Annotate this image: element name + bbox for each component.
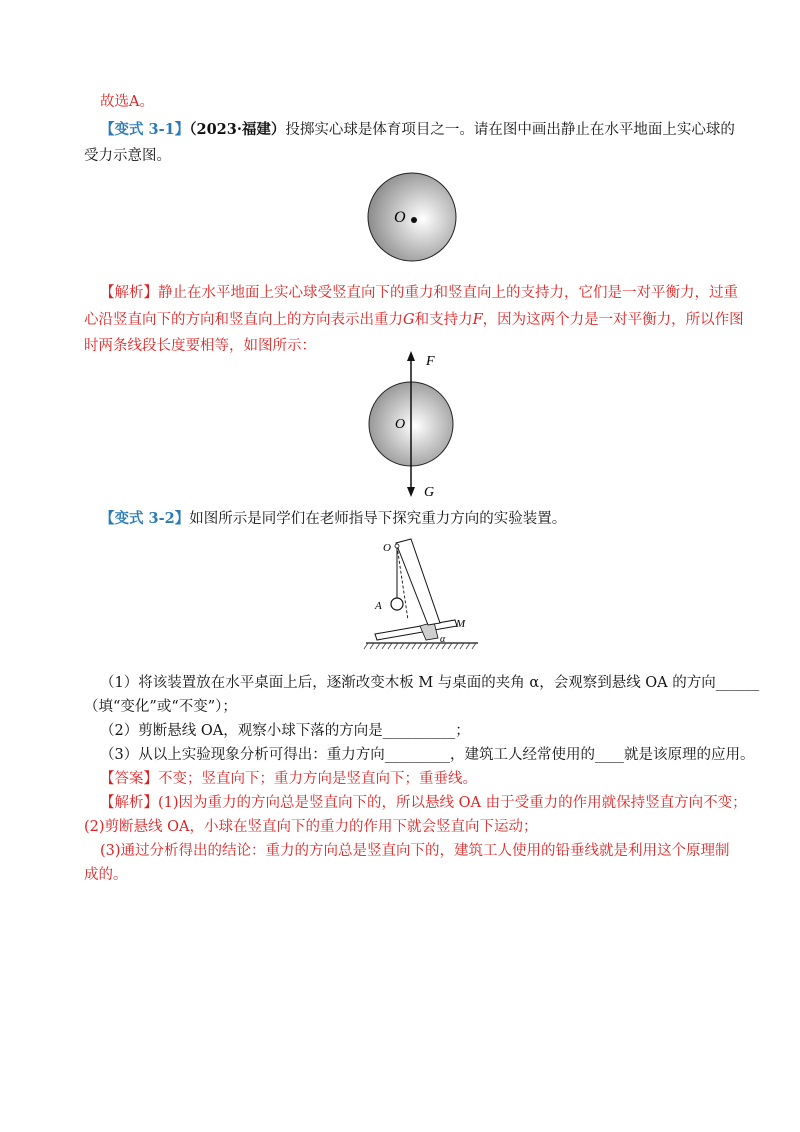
analysis-3-2-line1: 【解析】(1)因为重力的方向总是竖直向下的，所以悬线 OA 由于受重力的作用就保持竖直方向不变； bbox=[100, 795, 747, 811]
answer-tag: 【答案】 bbox=[100, 771, 158, 787]
label-g: G bbox=[424, 485, 435, 500]
analysis-3-2-tag: 【解析】 bbox=[100, 795, 158, 811]
answer-3-2 bbox=[100, 769, 760, 789]
question-3-1-text2: 受力示意图。 bbox=[84, 148, 171, 164]
analysis-3-1-tag: 【解析】 bbox=[100, 285, 158, 301]
answer-text: 不变；竖直向下；重力方向是竖直向下；重垂线。 bbox=[158, 771, 477, 787]
ball-a bbox=[391, 598, 403, 610]
analysis-3-1-line2: 心沿竖直向下的方向和竖直向上的方向表示出重力G和支持力F，因为这两个力是一对平衡力，所以作图 bbox=[84, 312, 744, 328]
item-1-line2: （填“变化”或“不变”）； bbox=[84, 699, 237, 715]
analysis-3-1-line1: 【解析】静止在水平地面上实心球受竖直向下的重力和竖直向上的支持力，它们是一对平衡力，过重 bbox=[100, 285, 738, 301]
item-3: （3）从以上实验现象分析可得出：重力方向_________，建筑工人经常使用的____就是该原理的应用。 bbox=[100, 747, 755, 763]
question-3-2-text: 如图所示是同学们在老师指导下探究重力方向的实验装置。 bbox=[189, 511, 567, 527]
conclusion-text: 故选A。 bbox=[100, 94, 154, 110]
question-3-1-line1 bbox=[100, 120, 760, 140]
label-m: M bbox=[456, 618, 466, 630]
pivot-o bbox=[395, 544, 399, 548]
analysis-3-2-line3: (3)通过分析得出的结论：重力的方向总是竖直向下的，建筑工人使用的铅垂线就是利用这个原理制 bbox=[100, 843, 730, 859]
question-3-2-line bbox=[100, 509, 760, 529]
table-hatching bbox=[364, 643, 476, 649]
label-o: O bbox=[394, 209, 406, 226]
label-o: O bbox=[383, 542, 391, 554]
item-1-line1: （1）将该装置放在水平桌面上后，逐渐改变木板 M 与桌面的夹角 α，会观察到悬线 OA 的方向______ bbox=[100, 675, 760, 691]
analysis-3-2-line2: (2)剪断悬线 OA，小球在竖直向下的重力的作用下就会竖直向下运动； bbox=[84, 819, 538, 835]
ball-figure bbox=[360, 172, 464, 262]
arrow-down-icon bbox=[407, 487, 415, 497]
force-diagram-figure bbox=[364, 350, 454, 500]
analysis-3-2-line4: 成的。 bbox=[84, 867, 128, 883]
label-a: A bbox=[375, 600, 382, 612]
label-alpha: α bbox=[440, 634, 446, 645]
item-2: （2）剪断悬线 OA，观察小球下落的方向是__________； bbox=[100, 723, 470, 739]
question-3-1-source: （2023·福建） bbox=[189, 121, 286, 138]
analysis-3-1-line3: 时两条线段长度要相等，如图所示： bbox=[84, 338, 316, 354]
question-3-1-tag: 【变式 3-1】 bbox=[100, 121, 190, 138]
label-o: O bbox=[395, 417, 406, 432]
center-point bbox=[411, 217, 417, 223]
question-3-2-tag: 【变式 3-2】 bbox=[100, 510, 190, 527]
arrow-up-icon bbox=[407, 351, 415, 361]
apparatus-figure bbox=[360, 530, 485, 655]
ball-shape bbox=[368, 173, 456, 261]
question-3-1-text1: 投掷实心球是体育项目之一。请在图中画出静止在水平地面上实心球的 bbox=[285, 122, 735, 138]
label-f: F bbox=[426, 354, 435, 369]
